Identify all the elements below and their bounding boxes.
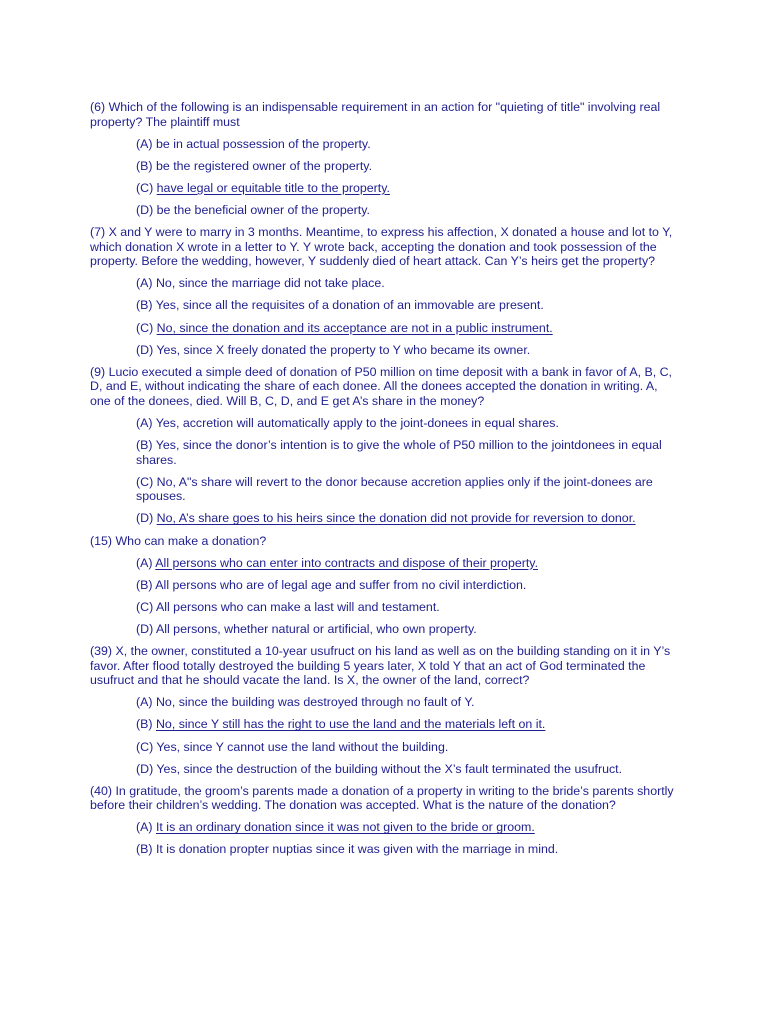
option-text: No, since the marriage did not take place.	[155, 276, 385, 291]
question-block	[90, 534, 680, 637]
option-label: (B)	[136, 717, 153, 732]
option-label: (A)	[136, 416, 153, 430]
option-label: (D)	[136, 202, 154, 217]
option-text: Yes, since the destruction of the building without the X’s fault terminated the usufruct.	[156, 761, 623, 776]
question-block	[90, 784, 680, 857]
question-text: (9) Lucio executed a simple deed of donation of P50 million on time deposit with a bank in favor of A, B, C, D, and E, without indicating the share of each donee. All the donees accepted the donation in writing. A, one of the donees, died. Will B, C, D, and E get A’s share in the money?	[90, 364, 673, 408]
question-text: (39) X, the owner, constituted a 10-year usufruct on his land as well as on the building standing on it in Y’s favor. After flood totally destroyed the building 5 years later, X told Y that an act of God terminated the usufruct and that he should vacate the land. Is X, the owner of the land, correct?	[90, 644, 671, 688]
option-text: It is donation propter nuptias since it was given with the marriage in mind.	[155, 842, 559, 857]
answer-option	[136, 740, 680, 755]
answer-option	[136, 159, 680, 174]
answer-option	[136, 298, 680, 313]
option-label: (B)	[136, 438, 153, 453]
option-text: All persons, whether natural or artificial, who own property.	[155, 621, 477, 636]
option-label: (D)	[136, 511, 154, 526]
answer-option	[136, 578, 680, 593]
option-text: be in actual possession of the property.	[155, 136, 371, 151]
option-text: No, A"s share will revert to the donor because accretion applies only if the joint-donees are spouses.	[136, 474, 653, 504]
answer-option	[136, 762, 680, 777]
question-text: (6) Which of the following is an indispensable requirement in an action for "quieting of title" involving real property? The plaintiff must	[90, 100, 661, 129]
question-block	[90, 644, 680, 776]
option-text: Yes, since Y cannot use the land without the building.	[156, 739, 449, 754]
answer-option	[136, 475, 680, 504]
option-label: (A)	[136, 820, 153, 835]
answer-option	[136, 321, 680, 336]
correct-answer-text: have legal or equitable title to the property.	[156, 180, 390, 195]
answer-option	[136, 600, 680, 615]
option-label: (C)	[136, 599, 154, 614]
option-label: (A)	[136, 555, 153, 570]
option-text: All persons who are of legal age and suffer from no civil interdiction.	[155, 577, 527, 592]
option-text: Yes, since the donor’s intention is to give the whole of P50 million to the jointdonees in equal shares.	[136, 438, 662, 467]
correct-answer-text: No, since Y still has the right to use the land and the materials left on it.	[155, 717, 546, 732]
answer-option	[136, 438, 680, 467]
answer-option	[136, 137, 680, 152]
option-label: (B)	[136, 158, 153, 173]
question-text: (40) In gratitude, the groom’s parents made a donation of a property in writing to the bride’s parents shortly before their children’s wedding. The donation was accepted. What is the nature of the donation?	[90, 783, 674, 813]
answer-option	[136, 343, 680, 358]
option-label: (B)	[136, 577, 153, 592]
answer-option	[136, 511, 680, 526]
option-text: No, since the building was destroyed through no fault of Y.	[155, 695, 475, 710]
option-text: All persons who can make a last will and testament.	[155, 599, 440, 614]
answer-option	[136, 717, 680, 732]
answer-option	[136, 181, 680, 196]
correct-answer-text: No, since the donation and its acceptance are not in a public instrument.	[156, 320, 553, 335]
question-block	[90, 365, 680, 526]
option-text: be the registered owner of the property.	[155, 158, 373, 173]
option-label: (D)	[136, 621, 154, 636]
answer-option	[136, 622, 680, 637]
option-label: (C)	[136, 474, 154, 489]
answer-option	[136, 842, 680, 857]
option-label: (B)	[136, 842, 153, 857]
option-label: (A)	[136, 276, 153, 291]
question-text: (7) X and Y were to marry in 3 months. Meantime, to express his affection, X donated a house and lot to Y, which donation X wrote in a letter to Y. Y wrote back, accepting the donation and took possession of the property. Before the wedding, however, Y suddenly died of heart attack. Can Y’s heirs get the property?	[90, 225, 673, 269]
correct-answer-text: All persons who can enter into contracts and dispose of their property.	[155, 555, 539, 570]
option-label: (C)	[136, 739, 154, 754]
correct-answer-text: It is an ordinary donation since it was not given to the bride or groom.	[155, 820, 535, 835]
answer-option	[136, 276, 680, 291]
option-text: Yes, accretion will automatically apply to the joint-donees in equal shares.	[155, 416, 559, 430]
answer-option	[136, 820, 680, 835]
correct-answer-text: No, A’s share goes to his heirs since the donation did not provide for reversion to donor.	[156, 511, 636, 526]
answer-option	[136, 203, 680, 218]
option-label: (C)	[136, 180, 154, 195]
answer-option	[136, 416, 680, 431]
question-block	[90, 225, 680, 357]
option-label: (D)	[136, 342, 154, 357]
question-text: (15) Who can make a donation?	[90, 533, 267, 548]
option-label: (C)	[136, 320, 154, 335]
option-text: Yes, since X freely donated the property to Y who became its owner.	[156, 342, 531, 357]
question-block	[90, 100, 680, 218]
document-page	[90, 100, 680, 865]
option-label: (A)	[136, 695, 153, 710]
option-label: (A)	[136, 136, 153, 151]
answer-option	[136, 695, 680, 710]
option-label: (B)	[136, 298, 153, 313]
option-text: Yes, since all the requisites of a donation of an immovable are present.	[155, 298, 544, 313]
option-label: (D)	[136, 761, 154, 776]
option-text: be the beneficial owner of the property.	[156, 202, 370, 217]
answer-option	[136, 556, 680, 571]
